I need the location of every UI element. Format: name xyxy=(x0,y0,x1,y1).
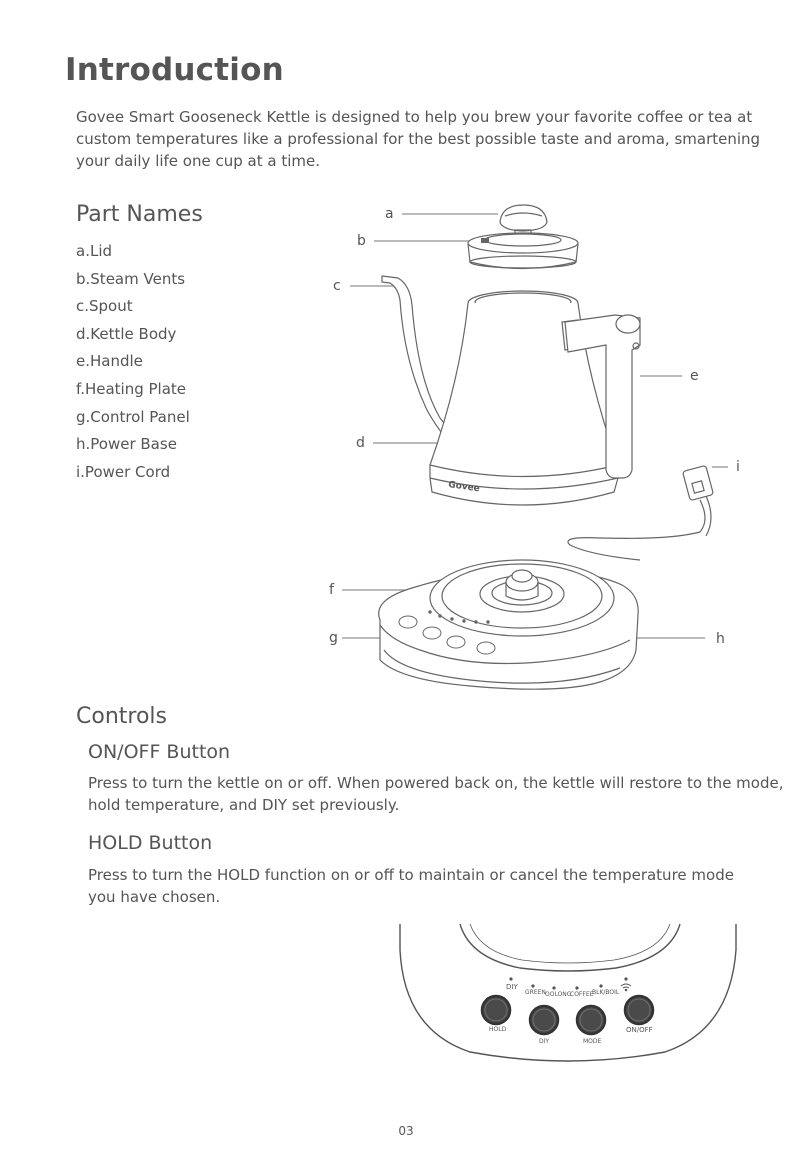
part-item-power-base: h.Power Base xyxy=(76,435,177,454)
page-title: Introduction xyxy=(65,52,284,88)
callout-f: f xyxy=(329,582,334,598)
hold-button-description xyxy=(88,864,778,908)
part-item-kettle-body: d.Kettle Body xyxy=(76,324,177,343)
heating-plate xyxy=(430,560,614,636)
part-item-spout: c.Spout xyxy=(76,297,133,316)
hold-button-heading: HOLD Button xyxy=(88,832,213,854)
callout-i: i xyxy=(736,459,740,475)
callout-h: h xyxy=(716,631,725,647)
onoff-button[interactable] xyxy=(625,996,653,1024)
callout-b: b xyxy=(357,233,366,249)
callout-d: d xyxy=(356,435,365,451)
diy-button[interactable] xyxy=(530,1006,558,1034)
hold-button[interactable] xyxy=(482,996,510,1024)
page-number: 03 xyxy=(398,1124,414,1138)
label-mode: MODE xyxy=(583,1038,602,1045)
part-names-heading: Part Names xyxy=(76,202,203,227)
kettle-exploded-illustration xyxy=(320,195,760,705)
part-item-control-panel: g.Control Panel xyxy=(76,407,190,426)
mode-button[interactable] xyxy=(577,1006,605,1034)
label-hold: HOLD xyxy=(489,1026,507,1033)
onoff-button-description xyxy=(88,772,784,816)
wifi-icon xyxy=(621,984,631,991)
lid xyxy=(468,233,578,269)
hold-line: Press to turn the HOLD function on or off to maintain or cancel the temperature mode xyxy=(88,866,734,884)
callout-g: g xyxy=(329,630,338,646)
callout-e: e xyxy=(690,368,699,384)
onoff-line: hold temperature, and DIY set previously. xyxy=(88,796,400,814)
part-item-power-cord: i.Power Cord xyxy=(76,462,171,481)
part-names-list xyxy=(76,242,190,490)
part-item-lid: a.Lid xyxy=(76,242,113,260)
onoff-line: Press to turn the kettle on or off. When powered back on, the kettle will restore to the mode, xyxy=(88,774,784,792)
button-labels xyxy=(489,1026,653,1045)
indicator-coffee: COFFEE xyxy=(570,991,594,998)
indicator-diy: DIY xyxy=(506,983,518,991)
intro-line: custom temperatures like a professional for the best possible taste and aroma, smartening xyxy=(76,130,761,148)
label-onoff: ON/OFF xyxy=(626,1026,653,1034)
intro-paragraph xyxy=(76,106,766,172)
callout-c: c xyxy=(333,278,341,294)
part-item-handle: e.Handle xyxy=(76,352,143,371)
callout-a: a xyxy=(385,206,394,222)
indicator-dots xyxy=(509,977,627,989)
indicator-green: GREEN xyxy=(525,989,546,996)
onoff-button-heading: ON/OFF Button xyxy=(88,741,231,763)
indicator-blk-boil: BLK/BOIL xyxy=(592,989,620,996)
part-item-steam-vents: b.Steam Vents xyxy=(76,269,186,288)
intro-line: Govee Smart Gooseneck Kettle is designed to help you brew your favorite coffee or tea at xyxy=(76,108,753,126)
hold-line: you have chosen. xyxy=(88,888,221,906)
brand-logo: Govee xyxy=(447,480,481,495)
label-diy: DIY xyxy=(539,1038,550,1045)
spout xyxy=(382,276,450,436)
controls-heading: Controls xyxy=(76,704,167,729)
intro-line: your daily life one cup at a time. xyxy=(76,152,320,170)
control-panel-closeup xyxy=(390,918,745,1070)
indicator-oolong: OOLONG xyxy=(545,991,572,998)
indicator-labels xyxy=(506,983,620,998)
part-item-heating-plate: f.Heating Plate xyxy=(76,379,187,398)
